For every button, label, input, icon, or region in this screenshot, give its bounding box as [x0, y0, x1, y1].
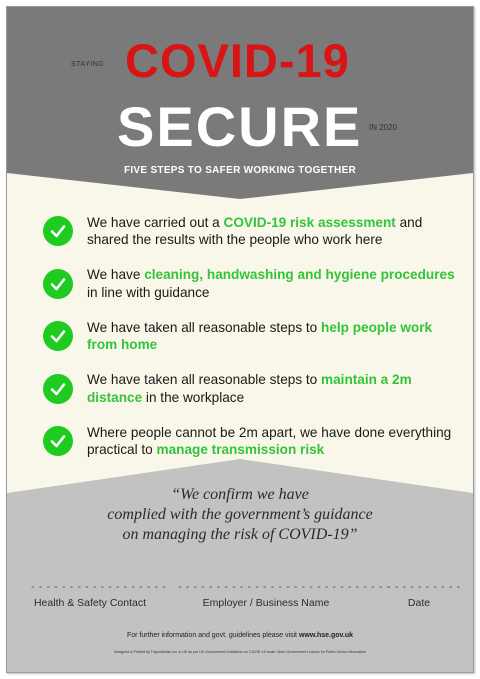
signature-line-health-safety: - - - - - - - - - - - - - - - - - -	[31, 581, 167, 593]
step-text: We have carried out a COVID-19 risk assessment and shared the results with the people who work here	[87, 214, 423, 247]
step-item	[43, 264, 463, 304]
employer-label: Employer / Business Name	[202, 597, 330, 609]
step-item	[43, 316, 463, 356]
step-highlight: cleaning, handwashing and hygiene procedures	[144, 267, 455, 282]
year-label: IN 2020	[369, 123, 398, 132]
check-icon	[43, 216, 73, 246]
designed-by-credit: Designed & Printed by TrigonMedia Ltd. in UK as per UK Government Guidelines on COVID-19 under Open Government Licence for Public Sector Information	[113, 650, 367, 654]
step-item	[43, 211, 463, 251]
quote-line: “We confirm we have	[171, 486, 309, 503]
hse-url[interactable]: www.hse.gov.uk	[298, 632, 354, 639]
step-highlight: help people work from home	[87, 319, 433, 352]
check-icon	[43, 321, 73, 351]
signature-line-employer: - - - - - - - - - - - - - - - - - - - - - - - - - - - -	[178, 581, 391, 593]
step-text: We have cleaning, handwashing and hygiene procedures in line with guidance	[87, 267, 455, 300]
step-text: We have taken all reasonable steps to maintain a 2m distance in the workplace	[87, 372, 412, 405]
covid-secure-poster	[6, 6, 474, 673]
check-icon	[43, 374, 73, 404]
step-item	[43, 421, 463, 461]
staying-label: STAYING	[71, 61, 105, 68]
further-info: For further information and govt. guidelines please visit www.hse.gov.uk	[126, 632, 354, 639]
date-label: Date	[407, 597, 431, 609]
step-text: Where people cannot be 2m apart, we have done everything practical to manage transmission risk	[87, 424, 452, 457]
confirmation-quote	[7, 485, 473, 545]
step-item	[43, 369, 463, 409]
quote-line: on managing the risk of COVID-19”	[122, 526, 358, 543]
step-highlight: COVID-19 risk assessment	[223, 214, 396, 230]
subtitle: FIVE STEPS TO SAFER WORKING TOGETHER	[123, 165, 357, 176]
quote-line: complied with the government’s guidance	[107, 506, 373, 523]
check-icon	[43, 269, 73, 299]
steps-list	[43, 211, 463, 474]
signature-line-date: - - - - - - - - - -	[387, 581, 461, 593]
secure-title: SECURE	[117, 95, 363, 158]
covid-title: COVID-19	[125, 34, 350, 87]
step-highlight: maintain a 2m distance	[87, 372, 412, 405]
check-icon	[43, 426, 73, 456]
step-highlight: manage transmission risk	[156, 442, 325, 457]
health-safety-label: Health & Safety Contact	[33, 597, 147, 609]
step-text: We have taken all reasonable steps to help people work from home	[87, 319, 433, 352]
